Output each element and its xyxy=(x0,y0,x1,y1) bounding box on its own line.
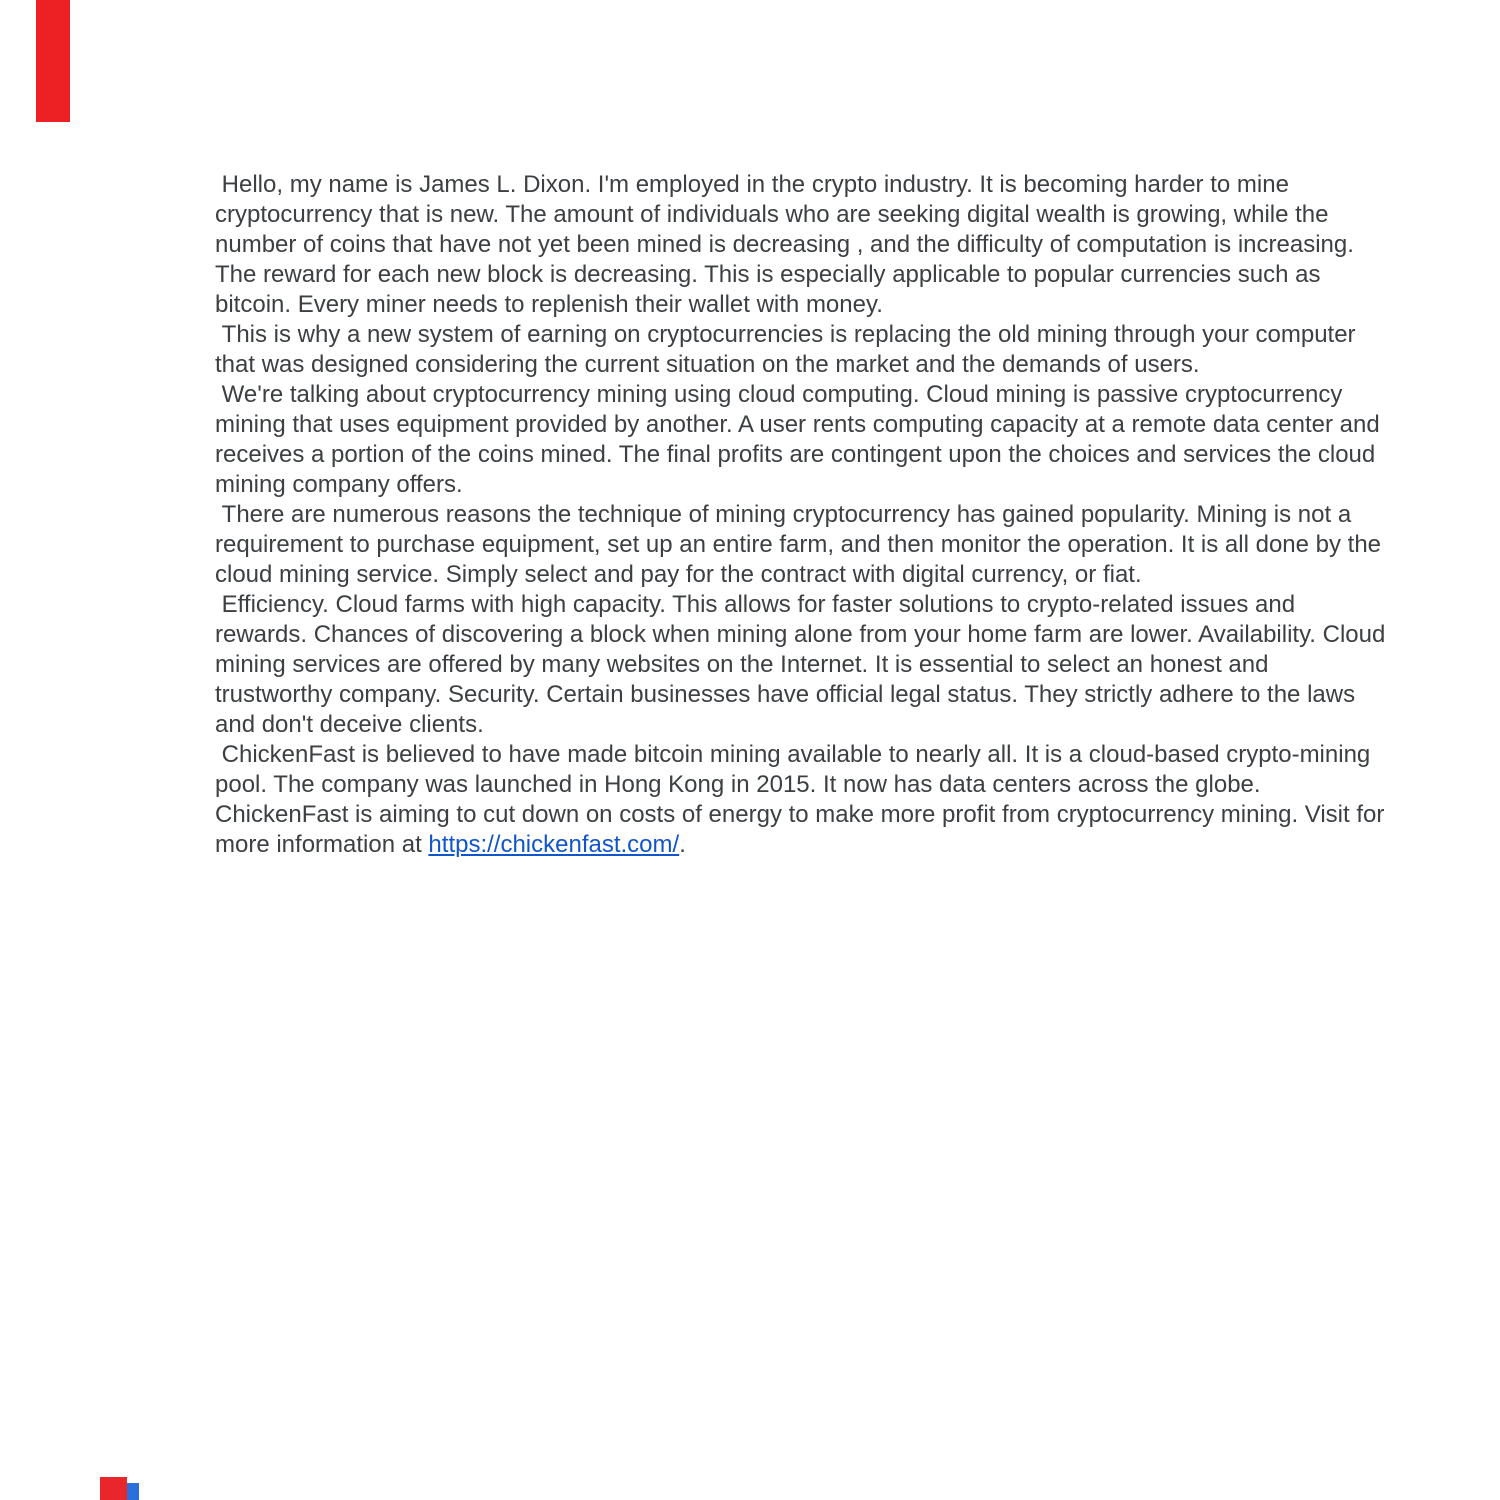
blue-fragment-bottom xyxy=(127,1483,139,1500)
paragraph-intro: Hello, my name is James L. Dixon. I'm employed in the crypto industry. It is becoming harder to mine cryptocurrency that is new. The amount of individuals who are seeking digital wealth is growing, while the number of coins that have not yet been mined is decreasing , and the difficulty of computation is increasing. The reward for each new block is decreasing. This is especially applicable to popular currencies such as bitcoin. Every miner needs to replenish their wallet with money. xyxy=(215,171,1361,318)
paragraph-chickenfast-text: ChickenFast is believed to have made bitcoin mining available to nearly all. It is a cloud-based crypto-mining pool. The company was launched in Hong Kong in 2015. It now has data centers across the globe. ChickenFast is aiming to cut down on costs of energy to make more profit from cryptocurrency mining. Visit for more information at xyxy=(215,741,1392,858)
red-fragment-bottom xyxy=(100,1477,127,1500)
paragraph-benefits: Efficiency. Cloud farms with high capacity. This allows for faster solutions to crypto-related issues and rewards. Chances of discovering a block when mining alone from your home farm are lower. Availability. Cloud mining services are offered by many websites on the Internet. It is essential to select an honest and trustworthy company. Security. Certain businesses have official legal status. They strictly adhere to the laws and don't deceive clients. xyxy=(215,591,1393,738)
red-stripe-decoration xyxy=(36,0,70,122)
paragraph-chickenfast-period: . xyxy=(679,831,686,858)
chickenfast-link[interactable]: https://chickenfast.com/ xyxy=(428,831,680,858)
paragraph-new-system: This is why a new system of earning on cryptocurrencies is replacing the old mining through your computer that was designed considering the current situation on the market and the demands of users. xyxy=(215,321,1363,378)
article-text xyxy=(215,170,1393,860)
paragraph-chickenfast xyxy=(215,740,1392,860)
paragraph-cloud-mining: We're talking about cryptocurrency mining using cloud computing. Cloud mining is passive cryptocurrency mining that uses equipment provided by another. A user rents computing capacity at a remote data center and receives a portion of the coins mined. The final profits are contingent upon the choices and services the cloud mining company offers. xyxy=(215,381,1387,498)
paragraph-popularity: There are numerous reasons the technique of mining cryptocurrency has gained popularity. Mining is not a requirement to purchase equipment, set up an entire farm, and then monitor the operation. It is all done by the cloud mining service. Simply select and pay for the contract with digital currency, or fiat. xyxy=(215,501,1388,588)
